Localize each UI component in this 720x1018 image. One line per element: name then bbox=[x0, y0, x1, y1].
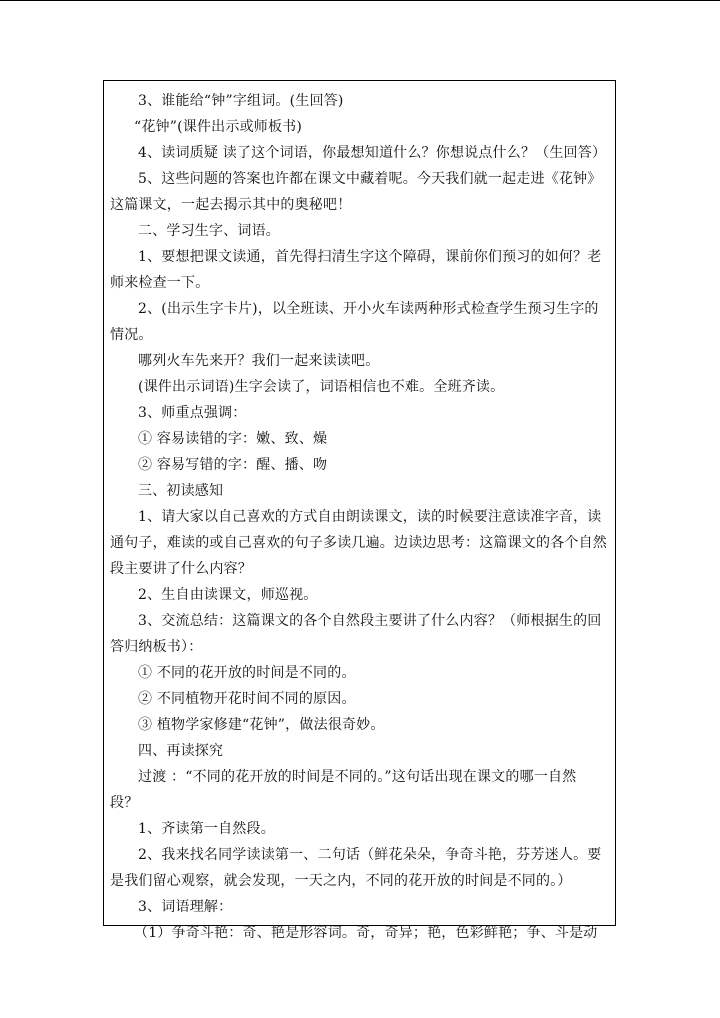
lesson-plan-text bbox=[110, 88, 610, 946]
text-line: ① 容易读错的字：嫩、致、燥 bbox=[138, 431, 328, 447]
text-line: “花钟”(课件出示或师板书) bbox=[134, 119, 303, 135]
text-line: 四、再读探究 bbox=[138, 743, 224, 759]
text-line: 段？ bbox=[110, 795, 139, 811]
text-line: 1、齐读第一自然段。 bbox=[138, 821, 275, 837]
text-line: 4、读词质疑 读了这个词语，你最想知道什么？你想说点什么？（生回答） bbox=[138, 145, 607, 161]
text-line: ③ 植物学家修建“花钟”，做法很奇妙。 bbox=[138, 717, 385, 733]
text-line: 2、生自由读课文，师巡视。 bbox=[138, 587, 318, 603]
text-line: 情况。 bbox=[110, 327, 153, 343]
text-line: 师来检查一下。 bbox=[110, 275, 210, 291]
text-line: 过渡 ：“不同的花开放的时间是不同的。”这句话出现在课文的哪一自然 bbox=[138, 769, 577, 785]
text-line: 3、师重点强调： bbox=[138, 405, 247, 421]
text-line: 二、学习生字、词语。 bbox=[138, 223, 280, 239]
text-line: 哪列火车先来开？我们一起来读读吧。 bbox=[138, 353, 380, 369]
text-line: (课件出示词语)生字会读了，词语相信也不难。全班齐读。 bbox=[138, 379, 505, 395]
text-line: 3、谁能给“钟”字组词。(生回答) bbox=[138, 93, 344, 109]
text-line: 2、(出示生字卡片)，以全班读、开小火车读两种形式检查学生预习生字的 bbox=[138, 301, 599, 317]
text-line: 2、我来找名同学读读第一、二句话（鲜花朵朵，争奇斗艳，芬芳迷人。要 bbox=[138, 847, 602, 863]
text-line: 这篇课文，一起去揭示其中的奥秘吧！ bbox=[110, 197, 352, 213]
text-line: 1、要想把课文读通，首先得扫清生字这个障碍，课前你们预习的如何？老 bbox=[138, 249, 602, 265]
text-line: 5、这些问题的答案也许都在课文中藏着呢。今天我们就一起走进《花钟》 bbox=[138, 171, 602, 187]
text-line: 是我们留心观察，就会发现，一天之内，不同的花开放的时间是不同的。） bbox=[110, 873, 572, 889]
text-line: （1）争奇斗艳：奇、艳是形容词。奇，奇异；艳，色彩鲜艳；争、斗是动 bbox=[134, 925, 598, 941]
text-line: 三、初读感知 bbox=[138, 483, 224, 499]
text-line: 3、词语理解： bbox=[138, 899, 233, 915]
text-line: 答归纳板书）： bbox=[110, 639, 203, 655]
text-line: 段主要讲了什么内容？ bbox=[110, 561, 252, 577]
text-line: 1、请大家以自己喜欢的方式自由朗读课文，读的时候要注意读准字音，读 bbox=[138, 509, 602, 525]
text-line: 3、交流总结：这篇课文的各个自然段主要讲了什么内容？（师根据生的回 bbox=[138, 613, 602, 629]
text-line: ② 容易写错的字：醒、播、吻 bbox=[138, 457, 328, 473]
text-line: ② 不同植物开花时间不同的原因。 bbox=[138, 691, 356, 707]
text-line: ① 不同的花开放的时间是不同的。 bbox=[138, 665, 356, 681]
text-line: 通句子，难读的或自己喜欢的句子多读几遍。边读边思考：这篇课文的各个自然 bbox=[110, 535, 607, 551]
page-top-border bbox=[0, 0, 720, 1]
